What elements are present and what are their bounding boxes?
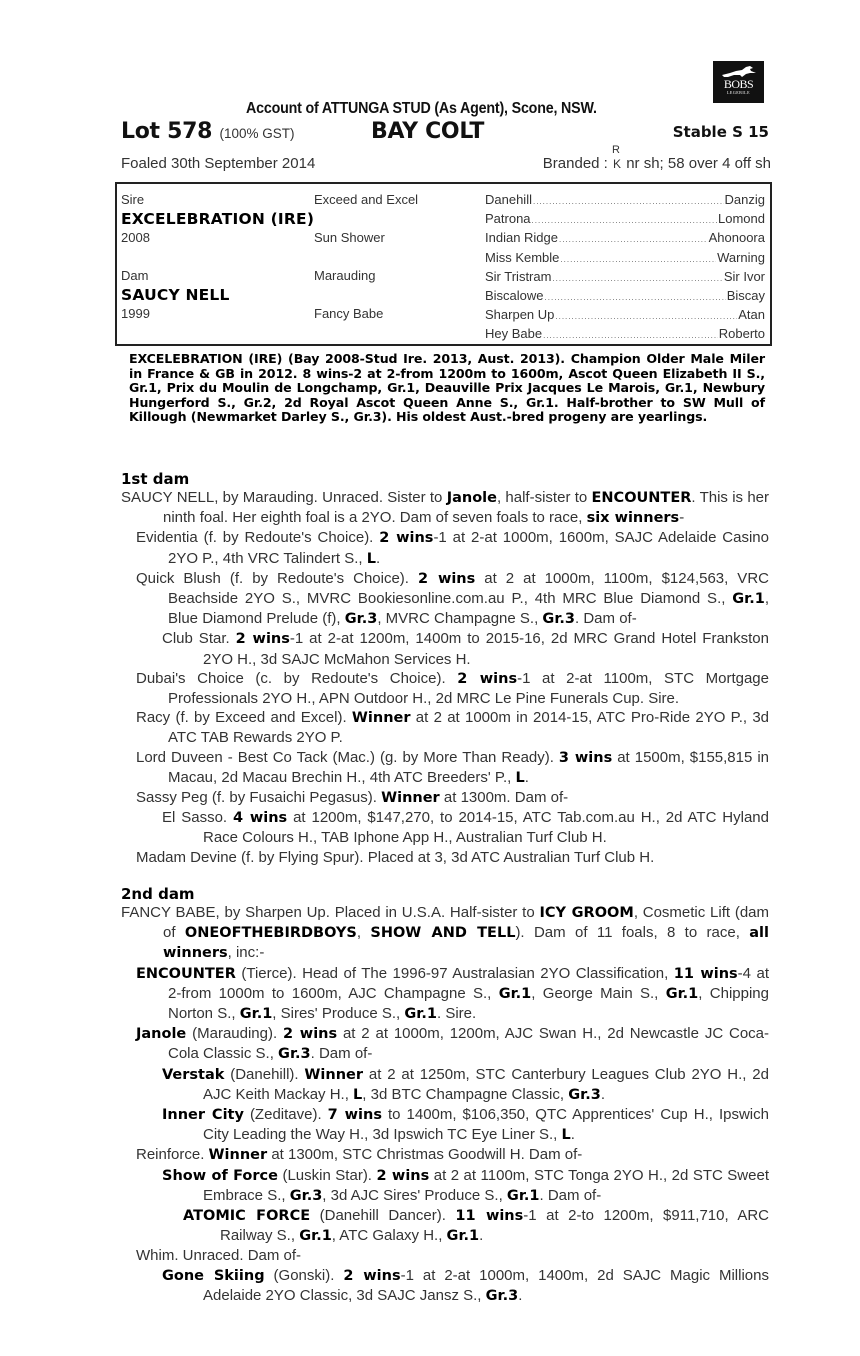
highlight-text: 11 wins: [455, 1208, 524, 1225]
family-entry: [121, 1065, 769, 1105]
entry-text: ). Dam of 11 foals, 8 to race,: [515, 924, 750, 942]
entry-text: , inc:-: [227, 944, 265, 962]
family-entry: [121, 528, 769, 568]
highlight-text: Gr.3: [542, 611, 576, 628]
entry-text: at 2 at 1000m, 1200m, AJC Swan H., 2d Newcastle JC Coca-Cola Classic S.,: [168, 1025, 769, 1063]
entry-text: at 2 at 1250m, STC Canterbury Leagues Club 2YO H., 2d AJC Keith Mackay H.,: [203, 1065, 769, 1103]
highlight-text: Gr.1: [506, 1187, 540, 1204]
entry-text: (Danehill).: [224, 1065, 305, 1083]
entry-text: Lord Duveen - Best Co Tack (Mac.) (g. by More Than Ready).: [136, 748, 559, 766]
branded-detail: nr sh; 58 over 4 off sh: [626, 155, 771, 172]
grandparent-name: Indian Ridge: [485, 230, 558, 246]
logo-subtitle: LEGEBILE: [726, 90, 751, 95]
grandparent-name: Sir Tristram: [485, 268, 552, 284]
entry-text: -1 at 2-at 1000m, 1400m, 2d SAJC Magic Millions Adelaide 2YO Classic, 3d SAJC Jansz S.,: [203, 1266, 769, 1304]
highlight-text: Winner: [351, 710, 411, 727]
sire-label: Sire: [121, 192, 145, 207]
entry-text: .: [524, 768, 529, 786]
highlight-text: L: [353, 1086, 363, 1103]
first-dam-section: [121, 470, 769, 867]
entry-text: -4 at 2-from 1000m to 1600m, AJC Champagne S.,: [168, 964, 770, 1002]
highlight-text: 2 wins: [457, 670, 518, 687]
entry-text: -1 at 2-at 1200m, 1400m to 2015-16, 2d MRC Grand Hotel Frankston 2YO H., 3d SAJC McMahon Services H.: [203, 630, 769, 668]
entry-text: Whim. Unraced. Dam of-: [136, 1247, 302, 1265]
pedigree-row: [121, 306, 481, 325]
dam-label: Dam: [121, 268, 149, 283]
brand-mark: [612, 144, 622, 172]
highlight-text: Winner: [381, 790, 440, 807]
entry-text: -1 at 2-to 1200m, $911,710, ARC Railway S.,: [220, 1207, 770, 1245]
entry-text: at 2 at 1000m, 1100m, $124,563, VRC Beachside 2YO S., MVRC Bookiesonline.com.au P., 4th MRC Blue Diamond S.,: [168, 569, 769, 608]
grandparent-sire: Lomond: [718, 211, 765, 227]
highlight-text: 2 wins: [376, 1167, 430, 1184]
dam-dam: Fancy Babe: [314, 306, 384, 321]
entry-text: Madam Devine (f. by Flying Spur). Placed at 3, 3d ATC Australian Turf Club H.: [136, 848, 655, 866]
entry-text: , Cosmetic Lift (dam of: [163, 904, 769, 942]
family-entry: [121, 903, 769, 964]
highlight-text: 2 wins: [283, 1026, 338, 1043]
entry-text: (Tierce). Head of The 1996-97 Australasian 2YO Classification,: [235, 964, 674, 982]
foaling-row: [121, 144, 771, 175]
highlight-text: 4 wins: [233, 810, 288, 827]
entry-text: . Sire.: [436, 1005, 477, 1023]
pedigree-parents: [121, 192, 481, 325]
entry-text: at 2 at 1100m, STC Tonga 2YO H., 2d STC Sweet Embrace S.,: [203, 1166, 769, 1204]
family-entry: [121, 748, 769, 788]
dam-sire: Marauding: [314, 268, 376, 283]
highlight-text: Gr.1: [299, 1228, 332, 1245]
entry-text: .: [570, 1126, 575, 1144]
highlight-text: Winner: [304, 1066, 364, 1083]
lot-label: Lot 578: [121, 119, 213, 144]
lot-description: BAY COLT: [371, 119, 485, 144]
highlight-text: Gr.1: [446, 1228, 480, 1245]
highlight-text: Gr.3: [278, 1046, 311, 1063]
family-entry: [121, 1166, 769, 1206]
entry-text: Sassy Peg (f. by Fusaichi Pegasus).: [136, 789, 382, 807]
entry-text: , MVRC Champagne S.,: [377, 610, 543, 628]
entry-text: at 1200m, $147,270, to 2014-15, ATC Tab.com.au H., 2d ATC Hyland Race Colours H., TAB Iphone App H., Australian Turf Club H.: [203, 809, 769, 847]
grandparent-row: [485, 211, 765, 230]
gst-note: (100% GST): [219, 126, 295, 141]
entry-text: , George Main S.,: [531, 984, 666, 1002]
family-entry: [121, 488, 769, 528]
highlight-text: ENCOUNTER: [136, 965, 236, 982]
highlight-text: ONEOFTHEBIRDBOYS: [184, 925, 357, 942]
highlight-text: Janole: [446, 490, 497, 506]
pedigree-row: [121, 211, 481, 230]
highlight-text: Gr.1: [665, 985, 699, 1002]
leader-dots: [555, 312, 737, 321]
grandparent-sire: Roberto: [718, 326, 765, 342]
entry-text: Dubai's Choice (c. by Redoute's Choice).: [136, 669, 458, 687]
highlight-text: Verstak: [162, 1066, 225, 1083]
logo-name: BOBS: [723, 77, 754, 91]
stable-number: Stable S 15: [672, 123, 769, 141]
entry-text: at 1300m. Dam of-: [439, 789, 569, 807]
highlight-text: Inner City: [162, 1107, 244, 1124]
highlight-text: Gr.3: [568, 1086, 601, 1103]
highlight-text: six winners: [586, 510, 680, 527]
highlight-text: Janole: [136, 1026, 187, 1043]
highlight-text: Winner: [208, 1147, 268, 1164]
entry-text: FANCY BABE, by Sharpen Up. Placed in U.S.A. Half-sister to: [121, 904, 540, 921]
grandparent-sire: Warning: [717, 249, 765, 265]
entry-text: at 2 at 1000m in 2014-15, ATC Pro-Ride 2YO P., 3d ATC TAB Rewards 2YO P.: [168, 709, 769, 747]
pedigree-table: [115, 182, 772, 346]
leader-dots: [543, 331, 718, 340]
grandparent-row: [485, 326, 765, 345]
highlight-text: Gr.1: [404, 1006, 437, 1023]
leader-dots: [532, 216, 717, 225]
highlight-text: Show of Force: [162, 1167, 278, 1184]
family-entry: [121, 1024, 769, 1064]
entry-text: .: [600, 1085, 605, 1103]
branded-label: Branded :: [542, 155, 608, 172]
second-dam-entries: [121, 903, 769, 1306]
grandparent-row: [485, 269, 765, 288]
entry-text: (Zeditave).: [243, 1106, 328, 1124]
pedigree-row: [121, 230, 481, 249]
entry-text: at 1300m, STC Christmas Goodwill H. Dam of-: [267, 1146, 583, 1164]
second-dam-section: [121, 885, 769, 1306]
sire-name: EXCELEBRATION (IRE): [121, 210, 315, 228]
family-entry: [121, 848, 769, 867]
family-entry: [121, 1266, 769, 1306]
pedigree-grandparents: [485, 192, 765, 346]
highlight-text: 2 wins: [417, 570, 476, 587]
highlight-text: 3 wins: [558, 749, 613, 766]
family-entry: [121, 1145, 769, 1165]
entry-text: (Luskin Star).: [277, 1166, 377, 1184]
sire-year: 2008: [121, 230, 150, 245]
family-entry: [121, 1206, 769, 1246]
grandparent-sire: Sir Ivor: [723, 268, 765, 284]
grandparent-sire: Atan: [738, 307, 765, 323]
highlight-text: Gr.3: [289, 1187, 323, 1204]
highlight-text: ATOMIC FORCE: [183, 1208, 311, 1225]
entry-text: -1 at 2-at 1100m, STC Mortgage Professionals 2YO H., APN Outdoor H., 2d MRC Le Pine Funerals Cup. Sire.: [168, 669, 769, 708]
highlight-text: 7 wins: [327, 1107, 382, 1124]
highlight-text: Gr.3: [344, 611, 378, 628]
highlight-text: SHOW AND TELL: [370, 925, 516, 942]
first-dam-heading: 1st dam: [121, 470, 190, 488]
entry-text: -1 at 2-at 1000m, 1600m, SAJC Adelaide Casino 2YO P., 4th VRC Talindert S.,: [168, 529, 769, 567]
entry-text: SAUCY NELL, by Marauding. Unraced. Sister to: [121, 489, 447, 506]
lot-number: [121, 119, 295, 144]
highlight-text: 2 wins: [379, 530, 434, 547]
entry-text: , 3d BTC Champagne Classic,: [362, 1085, 569, 1103]
grandparent-name: Sharpen Up: [485, 307, 555, 323]
grandparent-name: Patrona: [485, 211, 531, 227]
entry-text: at 1500m, $155,815 in Macau, 2d Macau Brechin H., 4th ATC Breeders' P.,: [168, 748, 769, 786]
leader-dots: [545, 293, 726, 302]
vendor-line: Account of ATTUNGA STUD (As Agent), Scone, NSW.: [246, 100, 597, 117]
family-entry: [121, 1246, 769, 1265]
entry-text: , Sires' Produce S.,: [272, 1005, 405, 1023]
grandparent-sire: Ahonoora: [708, 230, 765, 246]
dam-year: 1999: [121, 306, 150, 321]
branding-info: [542, 144, 771, 172]
grandparent-name: Miss Kemble: [485, 249, 560, 265]
family-entry: [121, 629, 769, 668]
leader-dots: [559, 235, 708, 244]
sire-sire: Exceed and Excel: [314, 192, 419, 207]
highlight-text: Gr.1: [498, 985, 532, 1002]
first-dam-entries: [121, 488, 769, 867]
pedigree-row: [121, 249, 481, 268]
grandparent-name: Danehill: [485, 192, 532, 207]
highlight-text: Gr.1: [732, 591, 765, 608]
grandparent-sire: Biscay: [726, 287, 765, 303]
entry-text: . This is her ninth foal. Her eighth foal is a 2YO. Dam of seven foals to race,: [163, 489, 770, 527]
entry-text: (Danehill Dancer).: [310, 1207, 456, 1225]
highlight-text: 11 wins: [673, 965, 738, 982]
grandparent-row: [485, 250, 765, 269]
family-entry: [121, 708, 769, 747]
highlight-text: L: [366, 550, 376, 567]
foaled-date: Foaled 30th September 2014: [121, 155, 316, 172]
highlight-text: Gone Skiing: [162, 1267, 265, 1284]
entry-text: . Dam of-: [539, 1186, 602, 1204]
entry-text: . Dam of-: [575, 610, 637, 628]
highlight-text: L: [515, 769, 525, 786]
entry-text: .: [479, 1227, 484, 1245]
grandparent-row: [485, 192, 765, 211]
entry-text: (Gonski).: [264, 1266, 344, 1284]
grandparent-row: [485, 230, 765, 249]
entry-text: -: [679, 509, 685, 527]
entry-text: , Chipping Norton S.,: [168, 984, 769, 1023]
entry-text: . Dam of-: [310, 1045, 373, 1063]
entry-text: ,: [356, 924, 371, 942]
pedigree-row: [121, 192, 481, 211]
pedigree-row: [121, 287, 481, 306]
family-entry: [121, 669, 769, 708]
bobs-logo: [713, 61, 764, 103]
entry-text: , ATC Galaxy H.,: [331, 1227, 447, 1245]
entry-text: , 3d AJC Sires' Produce S.,: [322, 1186, 507, 1204]
entry-text: Evidentia (f. by Redoute's Choice).: [136, 529, 380, 547]
highlight-text: 2 wins: [343, 1267, 401, 1284]
highlight-text: ICY GROOM: [539, 905, 634, 921]
brand-mark-bottom: K: [613, 157, 622, 171]
lot-header: [121, 119, 771, 149]
grandparent-name: Hey Babe: [485, 326, 543, 342]
entry-text: (Marauding).: [186, 1025, 283, 1043]
family-entry: [121, 964, 769, 1025]
brand-mark-top: R: [612, 144, 620, 156]
entry-text: .: [518, 1286, 523, 1304]
family-entry: [121, 1105, 769, 1145]
grandparent-name: Biscalowe: [485, 287, 544, 303]
highlight-text: all winners: [163, 925, 769, 962]
highlight-text: L: [561, 1127, 571, 1144]
highlight-text: ENCOUNTER: [591, 490, 692, 506]
family-entry: [121, 808, 769, 847]
entry-text: Quick Blush (f. by Redoute's Choice).: [136, 569, 418, 587]
leader-dots: [552, 274, 722, 283]
sire-dam: Sun Shower: [314, 230, 385, 245]
dam-name: SAUCY NELL: [121, 286, 230, 304]
leader-dots: [560, 255, 716, 264]
entry-text: .: [375, 549, 381, 567]
entry-text: Club Star.: [162, 630, 236, 648]
grandparent-row: [485, 288, 765, 307]
grandparent-row: [485, 307, 765, 326]
highlight-text: Gr.1: [239, 1006, 273, 1023]
leader-dots: [533, 197, 724, 206]
pedigree-row: [121, 268, 481, 287]
entry-text: Reinforce.: [136, 1146, 209, 1164]
entry-text: Racy (f. by Exceed and Excel).: [136, 709, 352, 727]
grandparent-sire: Danzig: [724, 192, 765, 207]
entry-text: to 1400m, $106,350, QTC Apprentices' Cup H., Ipswich City Leading the Way H., 3d Ipswich TC Eye Liner S.,: [203, 1106, 769, 1144]
second-dam-heading: 2nd dam: [121, 885, 195, 903]
entry-text: , half-sister to: [496, 489, 592, 506]
family-entry: [121, 788, 769, 808]
sire-biography: EXCELEBRATION (IRE) (Bay 2008-Stud Ire. 2013, Aust. 2013). Champion Older Male Miler in France & GB in 2012. 8 wins-2 at 2-from 1200m to 1600m, Ascot Queen Elizabeth II S., Gr.1, Prix du Moulin de Longchamp, Gr.1, Deauville Prix Jacques Le Marois, Gr.1, Newbury Hungerford S., Gr.2, 2d Royal Ascot Queen Anne S., Gr.1. Half-brother to SW Mull of Killough (Newmarket Darley S., Gr.3). His oldest Aust.-bred progeny are yearlings.: [129, 351, 765, 425]
highlight-text: Gr.3: [485, 1287, 519, 1304]
family-entry: [121, 569, 769, 630]
entry-text: El Sasso.: [162, 809, 233, 827]
entry-text: , Blue Diamond Prelude (f),: [168, 590, 769, 628]
highlight-text: 2 wins: [235, 631, 290, 648]
